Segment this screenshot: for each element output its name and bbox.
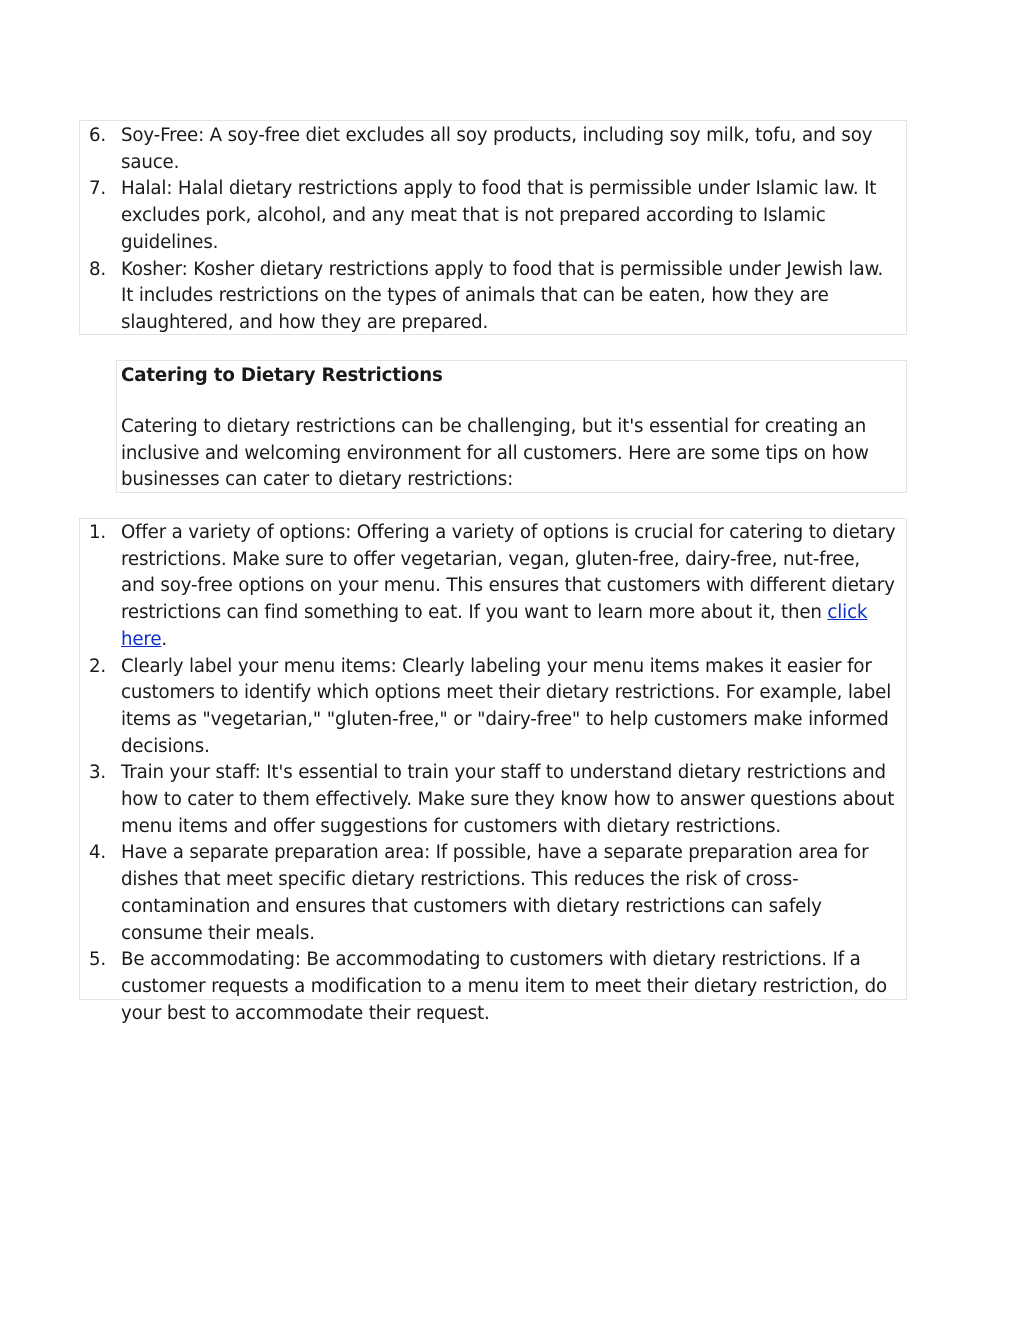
list-item-text: Kosher: Kosher dietary restrictions apply to food that is permissible under Jewish law. It includes restrictions on the types of animals that can be eaten, how they are slaughtered, and how they are prepared. bbox=[121, 258, 884, 333]
tips-list bbox=[80, 520, 906, 1027]
list-item bbox=[80, 760, 906, 840]
list-item bbox=[80, 840, 906, 947]
list-item-number: 4. bbox=[89, 842, 107, 864]
click-here-link[interactable]: click here bbox=[121, 602, 868, 650]
section-paragraph: Catering to dietary restrictions can be challenging, but it's essential for creating an inclusive and welcoming environment for all customers. Here are some tips on how businesses can cater to dietary restrictions: bbox=[121, 416, 869, 491]
list-item-number: 5. bbox=[89, 949, 107, 971]
list-item-text: Halal: Halal dietary restrictions apply to food that is permissible under Islamic law. It excludes pork, alcohol, and any meat that is not prepared according to Islamic guidelines. bbox=[121, 178, 877, 253]
list-item-number: 6. bbox=[89, 125, 107, 146]
list-item-text: Offer a variety of options: Offering a variety of options is crucial for catering to dietary restrictions. Make sure to offer vegetarian, vegan, gluten-free, dairy-free, nut-free, and soy-free options on your menu. This ensures that customers with different dietary restrictions can find something to eat. If you want to learn more about it, then bbox=[121, 522, 896, 624]
list-item bbox=[80, 176, 906, 256]
list-item bbox=[80, 947, 906, 1027]
section-heading: Catering to Dietary Restrictions bbox=[121, 365, 443, 386]
list-item bbox=[80, 520, 906, 654]
list-item-text: Train your staff: It's essential to train your staff to understand dietary restrictions and how to cater to them effectively. Make sure they know how to answer questions about menu items and offer suggestions for customers with dietary restrictions. bbox=[121, 762, 895, 837]
tips-list-box bbox=[79, 518, 907, 1024]
list-item bbox=[80, 257, 906, 337]
catering-section-box bbox=[116, 360, 907, 493]
list-item-text: Be accommodating: Be accommodating to customers with dietary restrictions. If a customer requests a modification to a menu item to meet their dietary restriction, do your best to accommodate their request. bbox=[121, 949, 888, 1024]
list-item bbox=[80, 654, 906, 761]
list-item bbox=[80, 123, 906, 176]
list-item-number: 1. bbox=[89, 522, 107, 543]
list-item-text-end: . bbox=[161, 628, 168, 650]
list-item-text: Soy-Free: A soy-free diet excludes all soy products, including soy milk, tofu, and soy sauce. bbox=[121, 125, 873, 173]
list-item-number: 3. bbox=[89, 762, 107, 784]
diet-types-list-box bbox=[79, 120, 907, 335]
diet-types-list bbox=[80, 123, 906, 337]
list-item-number: 7. bbox=[89, 178, 107, 200]
list-item-text: Have a separate preparation area: If possible, have a separate preparation area for dishes that meet specific dietary restrictions. This reduces the risk of cross-contamination and ensures that customers with dietary restrictions can safely consume their meals. bbox=[121, 842, 869, 944]
list-item-text: Clearly label your menu items: Clearly labeling your menu items makes it easier for customers to identify which options meet their dietary restrictions. For example, label items as "vegetarian," "gluten-free," or "dairy-free" to help customers make informed decisions. bbox=[121, 655, 892, 757]
list-item-number: 2. bbox=[89, 655, 107, 677]
list-item-number: 8. bbox=[89, 258, 107, 280]
